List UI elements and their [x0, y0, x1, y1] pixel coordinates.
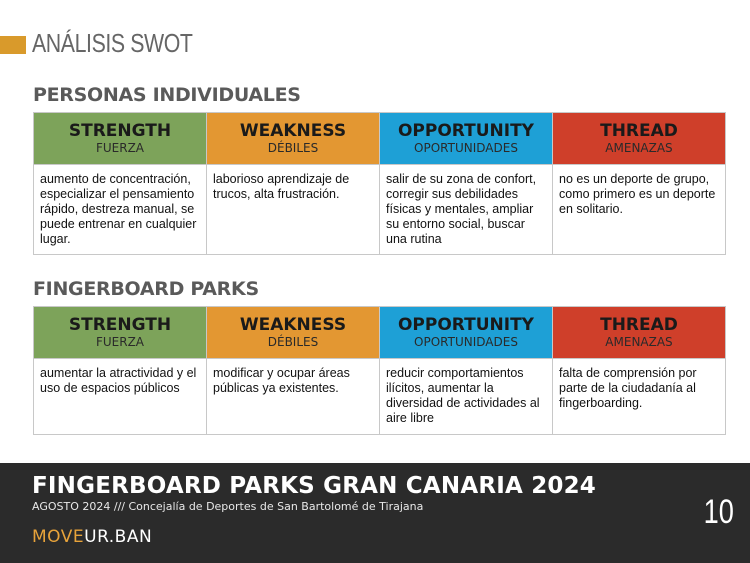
footer-band [0, 463, 750, 563]
header-weakness-label: WEAKNESS [239, 121, 347, 141]
section-title-personas: PERSONAS INDIVIDUALES [33, 84, 301, 106]
cell-strength: aumentar la atractividad y el uso de espacios públicos [34, 359, 207, 435]
header-weakness-sub: DÉBILES [267, 141, 319, 155]
page-title: ANÁLISIS SWOT [32, 28, 193, 58]
header-strength-sub: FUERZA [95, 141, 145, 155]
cell-opportunity: salir de su zona de confort, corregir sus debilidades físicas y mentales, ampliar su entorno social, buscar una rutina [380, 165, 553, 255]
header-opportunity [380, 307, 553, 359]
header-opportunity-label: OPPORTUNITY [397, 315, 534, 335]
header-strength [34, 307, 207, 359]
header-weakness [207, 113, 380, 165]
cell-strength: aumento de concentración, especializar el pensamiento rápido, destreza manual, se puede entrenar en cualquier lugar. [34, 165, 207, 255]
cell-thread: no es un deporte de grupo, como primero es un deporte en solitario. [553, 165, 726, 255]
title-accent-bar [0, 36, 26, 54]
header-opportunity-sub: OPORTUNIDADES [414, 335, 518, 349]
logo-urban: UR.BAN [84, 527, 153, 547]
header-strength-sub: FUERZA [95, 335, 145, 349]
swot-header-row [34, 113, 726, 165]
cell-weakness: laborioso aprendizaje de trucos, alta frustración. [207, 165, 380, 255]
header-strength-label: STRENGTH [68, 315, 172, 335]
cell-thread: falta de comprensión por parte de la ciudadanía al fingerboarding. [553, 359, 726, 435]
header-thread [553, 113, 726, 165]
swot-header-row [34, 307, 726, 359]
logo-move: MOVE [32, 527, 85, 547]
header-thread-label: THREAD [600, 315, 678, 335]
header-thread-sub: AMENAZAS [605, 335, 673, 349]
header-opportunity-label: OPPORTUNITY [397, 121, 534, 141]
header-weakness-label: WEAKNESS [239, 315, 347, 335]
page-number: 10 [703, 493, 734, 531]
footer-title: FINGERBOARD PARKS GRAN CANARIA 2024 [32, 473, 597, 499]
brand-logo [32, 527, 152, 547]
header-strength [34, 113, 207, 165]
header-thread [553, 307, 726, 359]
header-weakness-sub: DÉBILES [267, 335, 319, 349]
header-thread-sub: AMENAZAS [605, 141, 673, 155]
cell-opportunity: reducir comportamientos ilícitos, aumentar la diversidad de actividades al aire libre [380, 359, 553, 435]
swot-content-row [34, 359, 726, 435]
header-opportunity [380, 113, 553, 165]
swot-content-row [34, 165, 726, 255]
section-title-fingerboard: FINGERBOARD PARKS [33, 278, 259, 300]
swot-table-personas [33, 112, 726, 255]
footer-subtitle: AGOSTO 2024 /// Concejalía de Deportes de San Bartolomé de Tirajana [32, 500, 424, 513]
header-strength-label: STRENGTH [68, 121, 172, 141]
swot-table-fingerboard [33, 306, 726, 435]
header-thread-label: THREAD [600, 121, 678, 141]
header-opportunity-sub: OPORTUNIDADES [414, 141, 518, 155]
cell-weakness: modificar y ocupar áreas públicas ya existentes. [207, 359, 380, 435]
header-weakness [207, 307, 380, 359]
